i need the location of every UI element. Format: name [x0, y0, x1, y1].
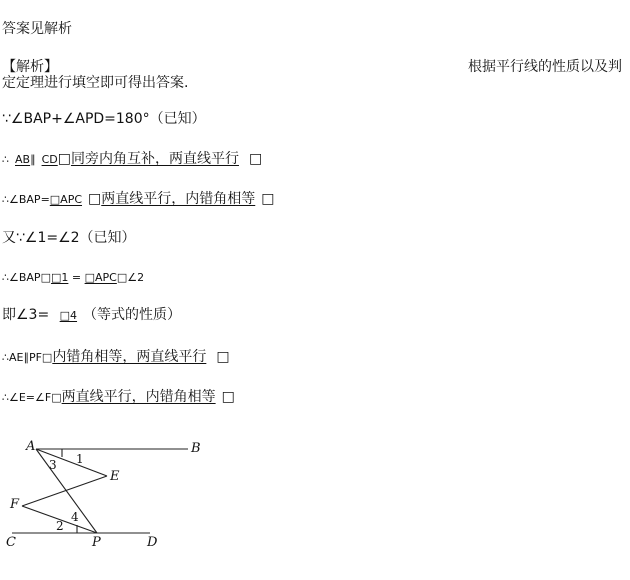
analysis-intro-left: 定定理进行填空即可得出答案.: [2, 75, 189, 91]
angle-4-label: 4: [71, 510, 79, 524]
step-5-prefix: ∴∠BAP□: [2, 271, 51, 284]
step-2-parallel: ∥: [30, 153, 36, 166]
step-1: ∵∠BAP+∠APD=180°（已知）: [2, 111, 206, 127]
step-2: [2, 150, 262, 169]
step-3-prefix: ∴∠BAP=: [2, 193, 50, 206]
step-6-blank: □4: [59, 309, 78, 322]
segment-ep: [22, 476, 107, 506]
point-b-label: B: [191, 441, 201, 456]
step-2-cd: CD: [41, 153, 58, 166]
step-2-box: □: [57, 151, 71, 167]
step-5-equals: =: [68, 271, 85, 284]
analysis-label: 【解析】: [2, 59, 58, 75]
step-3: [2, 190, 274, 209]
geometry-diagram: [0, 430, 220, 560]
step-8-prefix: ∴∠E=∠F□: [2, 391, 62, 404]
step-7: [2, 348, 230, 367]
analysis-intro-right: 根据平行线的性质以及判: [468, 59, 622, 75]
step-3-box: □: [88, 191, 102, 207]
point-d-label: D: [147, 535, 158, 550]
step-5-blank-1: □1: [50, 271, 69, 284]
step-8-box-end: □: [221, 389, 235, 405]
step-6-prefix: 即∠3=: [2, 307, 54, 323]
step-7-prefix: ∴AE∥PF□: [2, 351, 53, 364]
step-3-box-end: □: [261, 191, 275, 207]
point-e-label: E: [110, 469, 120, 484]
step-2-prefix: ∴: [2, 153, 9, 166]
step-3-blank: □APC: [49, 193, 83, 206]
step-6: [2, 306, 181, 325]
answer-header: 答案见解析: [2, 21, 72, 37]
step-3-reason: 两直线平行，内错角相等: [101, 191, 256, 207]
angle-2-label: 2: [56, 519, 64, 533]
step-2-box-end: □: [248, 151, 263, 167]
step-2-reason: 同旁内角互补，两直线平行: [70, 151, 239, 167]
point-p-label: P: [92, 535, 101, 550]
point-c-label: C: [6, 535, 16, 550]
step-5-suffix: □∠2: [116, 271, 145, 284]
segment-ap: [36, 449, 97, 533]
step-7-box-end: □: [216, 349, 230, 365]
step-4: 又∵∠1=∠2（已知）: [2, 230, 136, 246]
step-8-reason: 两直线平行，内错角相等: [61, 389, 216, 405]
point-a-label: A: [26, 439, 36, 454]
step-2-ab: AB: [15, 153, 31, 166]
step-8: [2, 388, 235, 407]
step-6-reason: （等式的性质）: [83, 307, 182, 323]
angle-1-label: 1: [76, 452, 84, 466]
step-5-blank-2: □APC: [84, 271, 117, 284]
step-7-reason: 内错角相等，两直线平行: [52, 349, 207, 365]
step-5: [2, 268, 144, 287]
angle-3-label: 3: [49, 458, 57, 472]
point-f-label: F: [10, 497, 20, 512]
segment-ae: [36, 449, 107, 476]
